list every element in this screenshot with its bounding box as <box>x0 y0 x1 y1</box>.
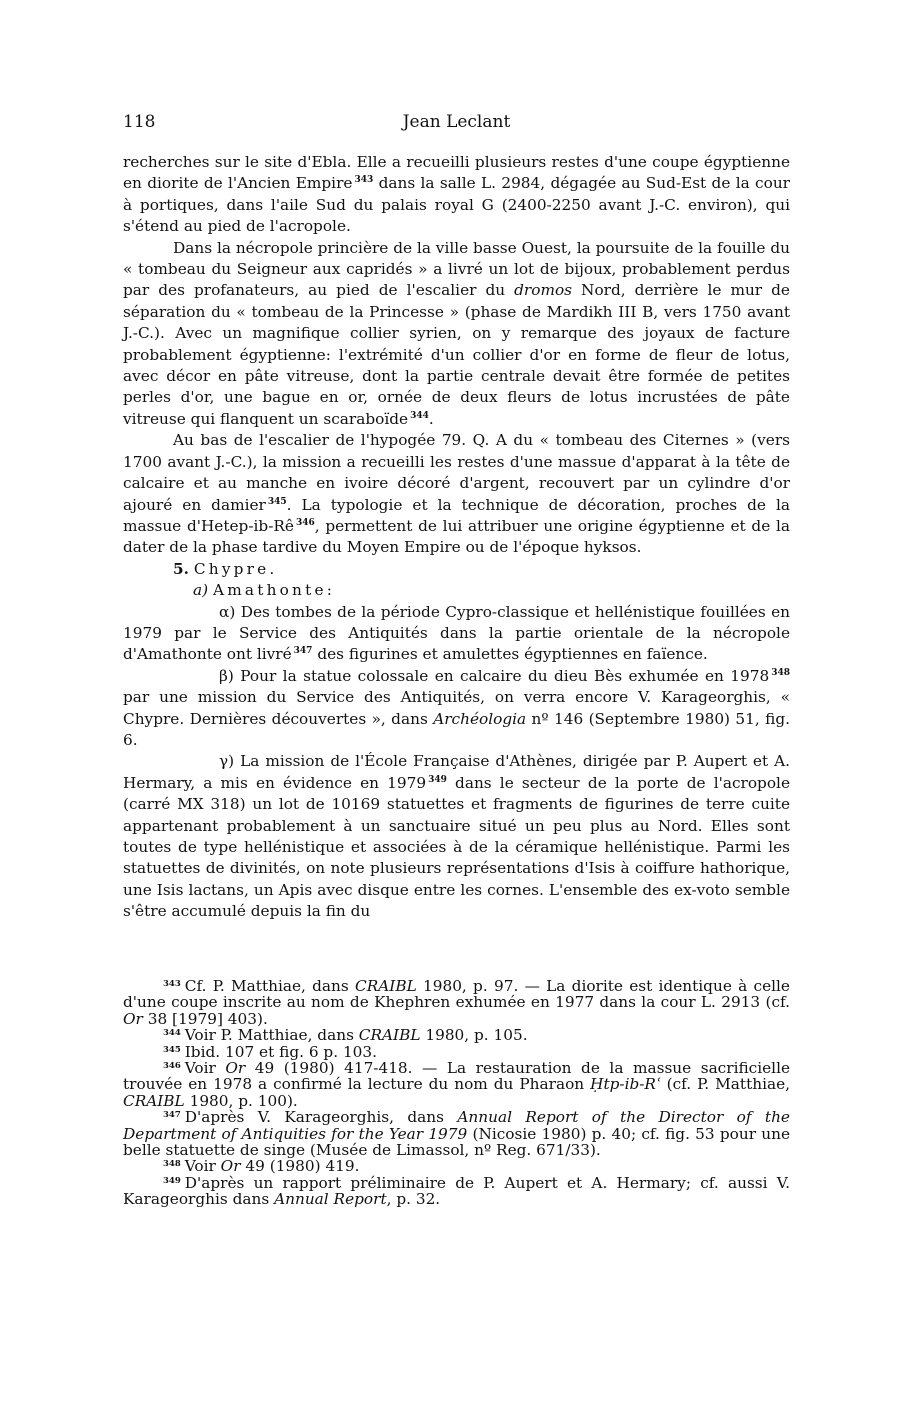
paragraph-ebla: recherches sur le site d'Ebla. Elle a recueilli plusieurs restes d'une coupe égyptienne en diorite de l'Ancien Empire $^{343}$ dans la salle L. 2984, dégagée au Sud-Est de la cour à portiques, dans l'aile Sud du palais royal G (2400-2250 avant J.-C. environ), qui s'étend au pied de l'acropole. <box>123 153 790 236</box>
footnote-346: $^{346}$ Voir Or 49 (1980) 417-418. — La restauration de la massue sacrificielle trouvée en 1978 a confirmé la lecture du nom du Pharaon Ḥtp-ib-Rʿ (cf. P. Matthiae, CRAIBL 1980, p. 100). <box>123 1059 791 1110</box>
paragraph-beta: β) Pour la statue colossale en calcaire du dieu Bès exhumée en 1978 $^{348}$ par une mission du Service des Antiquités, on verra encore V. Karageorghis, « Chypre. Dernières découvertes », dans Archéologia nº 146 (Septembre 1980) 51, fig. 6. <box>123 666 790 749</box>
section-heading: 5. Chypre. <box>173 559 278 578</box>
subsection-heading: a) Amathonte: <box>193 581 336 600</box>
paragraph-hypogee: Au bas de l'escalier de l'hypogée 79. Q. A du « tombeau des Citernes » (vers 1700 avant J.-C.), la mission a recueilli les restes d'une massue d'apparat à la tête de calcaire et au manche en ivoire décoré d'argent, recouvert par un cylindre d'or ajouré en damier $^{345}$. La typologie et la technique de décoration, proches de la massue d'Hetep-ib-Rê $^{346}$, permettent de lui attribuer une origine égyptienne et de la dater de la phase tardive du Moyen Empire ou de l'époque hyksos. <box>123 431 790 557</box>
running-head-author: Jean Leclant <box>402 112 511 132</box>
paragraph-alpha: α) Des tombes de la période Cypro-classique et hellénistique fouillées en 1979 par le Service des Antiquités dans la partie orientale de la nécropole d'Amathonte ont livré $^{347}$ des figurines et amulettes égyptiennes en faïence. <box>123 602 790 664</box>
footnote-344: $^{344}$ Voir P. Matthiae, dans CRAIBL 1980, p. 105. <box>163 1026 528 1045</box>
footnote-349: $^{349}$ D'après un rapport préliminaire de P. Aupert et A. Hermary; cf. aussi V. Karageorghis dans Annual Report, p. 32. <box>123 1173 790 1209</box>
footnote-343: $^{343}$ Cf. P. Matthiae, dans CRAIBL 1980, p. 97. — La diorite est identique à celle d'une coupe inscrite au nom de Khephren exhumée en 1977 dans la cour L. 2913 (cf. Or 38 [1979] 403). <box>123 977 790 1028</box>
footnote-ref-343[interactable]: 343 <box>354 175 374 186</box>
footnote-ref-347[interactable]: 347 <box>293 646 313 657</box>
footnote-ref-348[interactable]: 348 <box>771 667 790 678</box>
footnote-ref-344[interactable]: 344 <box>410 410 429 421</box>
running-header <box>123 112 790 142</box>
footnote-345: $^{345}$ Ibid. 107 et fig. 6 p. 103. <box>163 1042 378 1061</box>
footnote-348: $^{348}$ Voir Or 49 (1980) 419. <box>163 1157 360 1176</box>
footnote-ref-349[interactable]: 349 <box>428 774 447 785</box>
footnote-347: $^{347}$ D'après V. Karageorghis, dans Annual Report of the Director of the Department of Antiquities for the Year 1979 (Nicosie 1980) p. 40; cf. fig. 53 pour une belle statuette de singe (Musée de Limassol, nº Reg. 671/33). <box>123 1108 790 1160</box>
footnote-ref-345[interactable]: 345 <box>267 496 287 507</box>
main-text <box>123 152 790 923</box>
page <box>123 112 790 923</box>
footnote-ref-346[interactable]: 346 <box>295 517 315 528</box>
page-number: 118 <box>123 112 156 132</box>
paragraph-necropole: Dans la nécropole princière de la ville basse Ouest, la poursuite de la fouille du « tombeau du Seigneur aux capridés » a livré un lot de bijoux, probablement perdus par des profanateurs, au pied de l'escalier du dromos Nord, derrière le mur de séparation du « tombeau de la Princesse » (phase de Mardikh III B, vers 1750 avant J.-C.). Avec un magnifique collier syrien, on y remarque des joyaux de facture probablement égyptienne: l'extrémité d'un collier d'or en forme de fleur de lotus, avec décor en pâte vitreuse, dont la partie centrale devait être formée de petites perles d'or, une bague en or, ornée de deux fleurs de lotus incrustées de pâte vitreuse qui flanquent un scaraboïde $^{344}$. <box>123 238 790 428</box>
footnotes <box>123 978 790 1208</box>
paragraph-gamma: γ) La mission de l'École Française d'Athènes, dirigée par P. Aupert et A. Hermary, a mis en évidence en 1979 $^{349}$ dans le secteur de la porte de l'acropole (carré MX 318) un lot de 10169 statuettes et fragments de figurines de terre cuite appartenant probablement à un sanctuaire situé un peu plus au Nord. Elles sont toutes de type hellénistique et associées à de la céramique hellénistique. Parmi les statuettes de divinités, on note plusieurs représentations d'Isis à coiffure hathorique, une Isis lactans, un Apis avec disque entre les cornes. L'ensemble des ex-voto semble s'être accumulé depuis la fin du <box>123 752 790 921</box>
